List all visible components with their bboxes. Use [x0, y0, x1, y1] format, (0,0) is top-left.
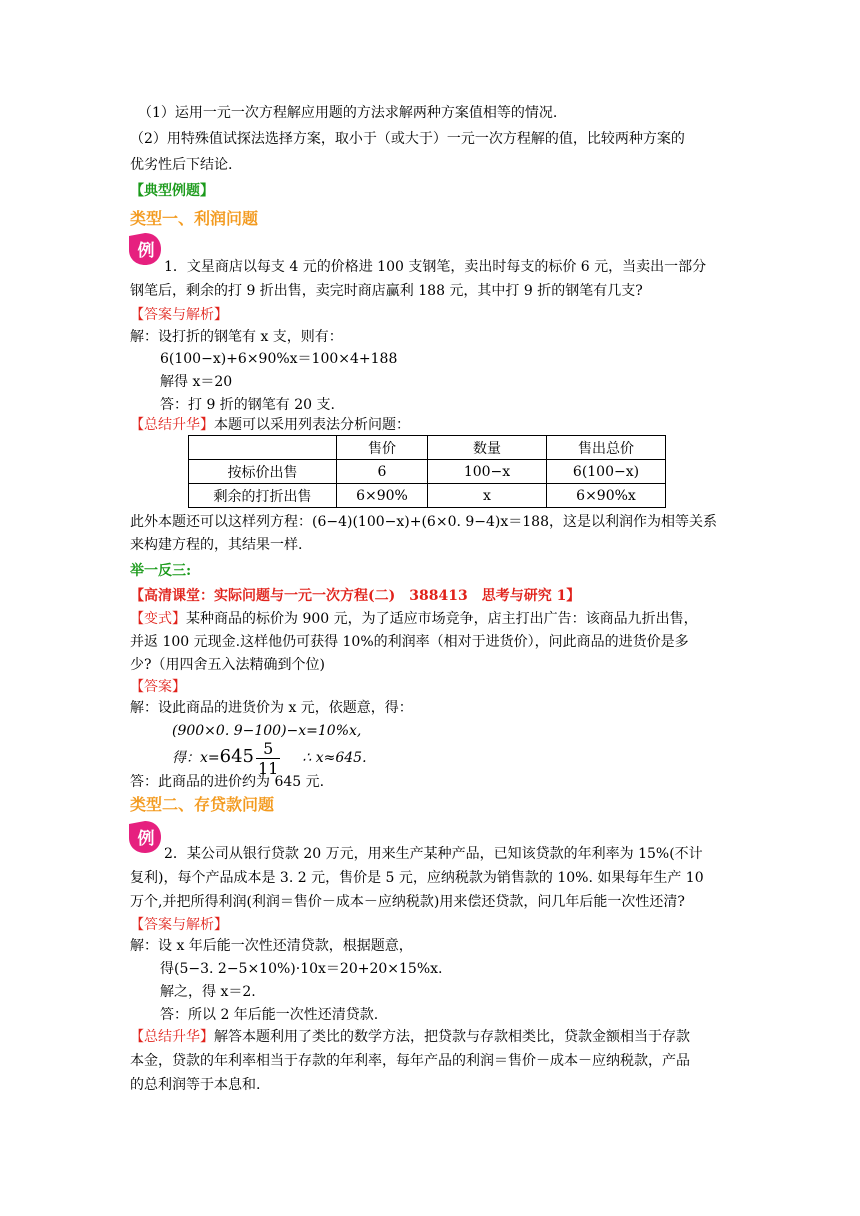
type2-title: 类型二、存贷款问题: [130, 795, 275, 814]
solution-1-line-2: 6(100−x)+6×90%x＝100×4+188: [160, 351, 398, 367]
summary-tag-1: 【总结升华】: [130, 417, 214, 433]
table-cell: 6×90%: [337, 484, 428, 508]
table-row: [189, 484, 666, 508]
intro-line-3: 优劣性后下结论.: [130, 157, 233, 173]
question-2-line-2: 复利)，每个产品成本是 3. 2 元，售价是 5 元，应纳税款为销售款的 10%. 如果每年生产 10: [130, 870, 704, 886]
alternative-line-2: 来构建方程的，其结果一样.: [130, 537, 303, 553]
summary-2-line-3: 的总利润等于本息和.: [130, 1077, 261, 1093]
question-1-line-1: 1．文星商店以每支 4 元的价格进 100 支钢笔，卖出时每支的标价 6 元，当卖出一部分: [164, 259, 707, 275]
table-cell: 6×90%x: [547, 484, 666, 508]
fraction-numerator: 5: [256, 739, 280, 759]
section-title: 【典型例题】: [130, 183, 214, 199]
solution-2-line-3: 解之，得 x＝2.: [160, 984, 256, 1000]
question-2-line-1: 2．某公司从银行贷款 20 万元，用来生产某种产品，已知该贷款的年利率为 15%(不计: [164, 846, 703, 862]
solution-2-line-2: 得(5−3. 2−5×10%)·10x＝20+20×15%x.: [160, 961, 443, 977]
table-cell: 100−x: [428, 460, 547, 484]
answer-tag-1: 【答案与解析】: [130, 307, 228, 323]
variant-tag: 【变式】: [130, 611, 186, 627]
solution-2-line-4: 答：所以 2 年后能一次性还清贷款.: [160, 1007, 379, 1023]
result-prefix: 得：x=: [172, 750, 220, 766]
summary-2-text-1: 解答本题利用了类比的数学方法，把贷款与存款相类比，贷款金额相当于存款: [214, 1029, 690, 1045]
result-approx: ∴ x≈645.: [302, 750, 367, 766]
result-whole: 645: [219, 746, 254, 767]
fraction-denominator: 11: [258, 758, 279, 778]
badge-text: 例: [137, 241, 155, 261]
table-cell: 6(100−x): [547, 460, 666, 484]
table-cell: x: [428, 484, 547, 508]
table-header-cell: [189, 436, 337, 460]
table-row: [189, 460, 666, 484]
table-header-cell: 售出总价: [547, 436, 666, 460]
variant-line-3: 少?（用四舍五入法精确到个位): [130, 657, 325, 673]
variant-line-2: 并返 100 元现金.这样他仍可获得 10%的利润率（相对于进货价），问此商品的进货价是多: [130, 634, 689, 650]
type1-title: 类型一、利润问题: [130, 209, 259, 228]
video-reference: 【高清课堂：实际问题与一元一次方程(二) 388413 思考与研究 1】: [130, 588, 581, 604]
summary-2-line-2: 本金，贷款的年利率相当于存款的年利率，每年产品的利润＝售价－成本－应纳税款，产品: [130, 1053, 690, 1069]
table-cell: 按标价出售: [189, 460, 337, 484]
summary-2-line-1: [130, 1025, 690, 1049]
badge-text: 例: [137, 829, 155, 849]
variant-line-1: [130, 607, 698, 631]
solution-1-line-1: 解：设打折的钢笔有 x 支，则有：: [130, 329, 343, 345]
variant-final-answer: 答：此商品的进价约为 645 元.: [130, 774, 325, 790]
table-cell: 6: [337, 460, 428, 484]
solution-2-line-1: 解：设 x 年后能一次性还清贷款，根据题意，: [130, 938, 413, 954]
question-1-line-2: 钢笔后，剩余的打 9 折出售，卖完时商店赢利 188 元，其中打 9 折的钢笔有几支?: [130, 283, 643, 299]
solution-1-line-3: 解得 x＝20: [160, 374, 233, 390]
answer-tag-3: 【答案与解析】: [130, 917, 228, 933]
variant-solution-2: (900×0. 9−100)−x=10%x,: [172, 723, 362, 739]
intro-line-1: （1）运用一元一次方程解应用题的方法求解两种方案值相等的情况.: [138, 105, 558, 121]
table-header-row: [189, 436, 666, 460]
summary-tag-2: 【总结升华】: [130, 1029, 214, 1045]
variant-solution-1: 解：设此商品的进货价为 x 元，依题意，得：: [130, 700, 413, 716]
solution-1-line-4: 答：打 9 折的钢笔有 20 支.: [160, 397, 335, 413]
summary-text-1: 本题可以采用列表法分析问题：: [214, 417, 410, 433]
example-badge-icon: [128, 820, 162, 854]
alternative-line-1: 此外本题还可以这样列方程：(6−4)(100−x)+(6×0. 9−4)x＝188，这是以利润作为相等关系: [130, 514, 718, 530]
intro-line-2: （2）用特殊值试探法选择方案，取小于（或大于）一元一次方程解的值，比较两种方案的: [130, 131, 685, 147]
table-header-cell: 售价: [337, 436, 428, 460]
question-2-line-3: 万个,并把所得利润(利润＝售价－成本－应纳税款)用来偿还贷款，问几年后能一次性还清?: [130, 894, 685, 910]
answer-tag-2: 【答案】: [130, 679, 186, 695]
practice-label: 举一反三:: [130, 563, 192, 579]
table-cell: 剩余的打折出售: [189, 484, 337, 508]
variant-text-1: 某种商品的标价为 900 元，为了适应市场竞争，店主打出广告：该商品九折出售，: [186, 611, 698, 627]
table-header-cell: 数量: [428, 436, 547, 460]
analysis-table: [188, 435, 666, 508]
example-badge-icon: [128, 232, 162, 266]
summary-1: [130, 413, 410, 437]
